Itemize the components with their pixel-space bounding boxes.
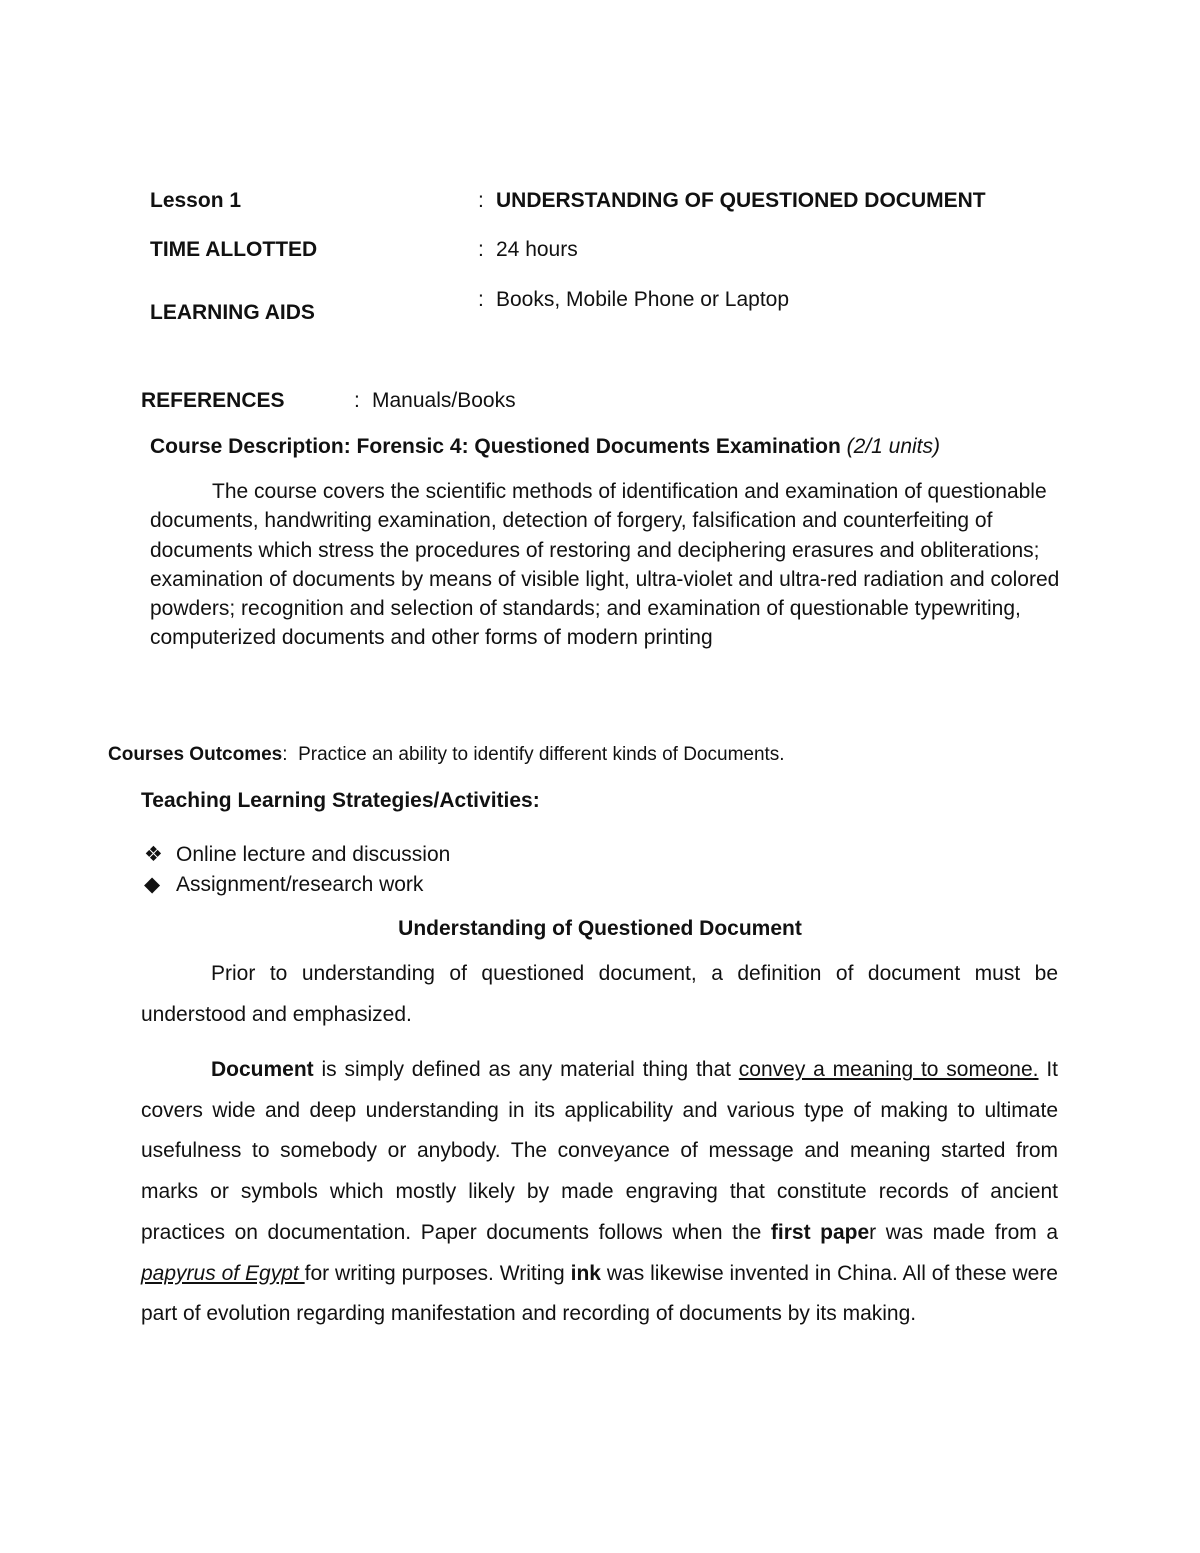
intro-paragraph	[141, 954, 1058, 1035]
separator: :	[478, 238, 484, 261]
strategies-heading: Teaching Learning Strategies/Activities:	[141, 789, 540, 812]
references-label: REFERENCES	[141, 389, 285, 412]
text-run: It covers wide and deep understanding in its applicability and various type of making to ultimate usefulness to somebody or anybody. The conveyance of message and meaning started from marks or symbols which mostly likely by made engraving that constitute records of ancient practices on documentation. Paper documents follows when the	[141, 1058, 1058, 1244]
time-allotted-value: 24 hours	[496, 238, 578, 261]
separator: :	[354, 389, 360, 412]
bold-first-paper: first pape	[770, 1220, 870, 1244]
definition-paragraph	[141, 1050, 1058, 1335]
lesson-row-value	[478, 188, 986, 214]
aids-row-value	[478, 287, 789, 313]
intro-text: Prior to understanding of questioned document, a definition of document must be understood and emphasized.	[141, 962, 1058, 1026]
underlined-phrase: convey a meaning to someone.	[738, 1058, 1039, 1081]
course-description-heading	[150, 434, 940, 460]
time-allotted-label: TIME ALLOTTED	[150, 238, 318, 261]
lesson-label: Lesson 1	[150, 189, 242, 212]
list-item-text: Assignment/research work	[176, 873, 424, 896]
text-run: r was made from a	[869, 1220, 1059, 1244]
section-title: Understanding of Questioned Document	[398, 917, 802, 940]
list-item	[144, 842, 450, 868]
outcomes-label: Courses Outcomes	[108, 744, 283, 765]
underlined-papyrus: papyrus of Egypt	[141, 1261, 305, 1285]
outcomes-text: Practice an ability to identify different kinds of Documents.	[298, 744, 785, 765]
text-run: was likewise invented in China. All of these were part of evolution regarding manifestation and recording of documents by its making.	[141, 1261, 1058, 1326]
term-document: Document	[211, 1058, 314, 1081]
learning-aids-label: LEARNING AIDS	[150, 301, 315, 324]
text-run: for writing purposes. Writing	[304, 1261, 571, 1285]
separator: :	[478, 189, 484, 212]
bold-ink: ink	[570, 1261, 601, 1285]
outcomes-colon: :	[282, 744, 288, 765]
diamond-ornament-icon: ❖	[144, 843, 163, 866]
references-value: Manuals/Books	[372, 389, 516, 412]
course-outcomes	[108, 742, 785, 768]
course-units: (2/1 units)	[846, 435, 941, 458]
lesson-title: UNDERSTANDING OF QUESTIONED DOCUMENT	[496, 189, 986, 212]
course-description-text: The course covers the scientific methods of identification and examination of questionable documents, handwriting examination, detection of forgery, falsification and counterfeiting of documents which stress the procedures of restoring and deciphering erasures and obliterations; examination of documents by means of visible light, ultra-violet and ultra-red radiation and colored powders; recognition and selection of standards; and examination of questionable typewriting, computerized documents and other forms of modern printing	[150, 480, 1060, 650]
time-row-value	[478, 237, 578, 263]
references-row-value	[354, 388, 516, 414]
course-description	[150, 477, 1060, 653]
list-item	[144, 872, 423, 898]
text-run: is simply defined as any material thing that	[313, 1058, 739, 1081]
separator: :	[478, 288, 484, 311]
course-heading-text: Course Description: Forensic 4: Questioned Documents Examination	[150, 435, 841, 458]
diamond-bullet-icon: ◆	[144, 873, 161, 896]
learning-aids-value: Books, Mobile Phone or Laptop	[496, 288, 790, 311]
list-item-text: Online lecture and discussion	[176, 843, 451, 866]
